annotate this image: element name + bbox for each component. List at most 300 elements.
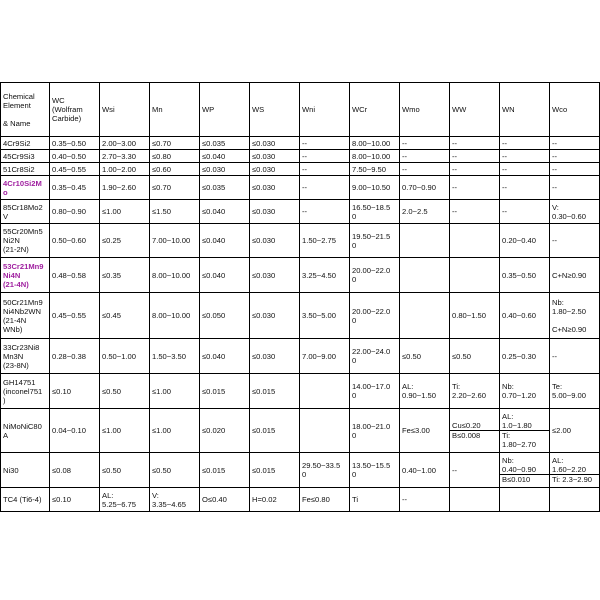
cell-line: ≤0.030	[202, 164, 226, 174]
cell-line: 0	[352, 430, 357, 440]
cell-element-name	[1, 488, 50, 512]
cell-wco	[550, 293, 600, 339]
cell-wni	[300, 488, 350, 512]
cell-line: ≤1.00	[102, 207, 121, 216]
cell-line: 0.28~0.38	[52, 351, 86, 361]
cell-line: 0.35~0.45	[52, 183, 86, 192]
cell-wsi	[100, 453, 150, 488]
cell-line: 13.50~15.5	[352, 461, 391, 470]
cell-line: 5.00~9.00	[552, 391, 586, 400]
cell-wn	[500, 150, 550, 163]
cell-element-name	[1, 339, 50, 374]
cell-wcr	[350, 150, 400, 163]
cell-line: 7.00~10.00	[152, 236, 191, 245]
cell-line: 0.40~0.90	[502, 465, 536, 474]
header-wp	[200, 83, 250, 137]
cell-wsi	[100, 293, 150, 339]
cell-element-name	[1, 224, 50, 258]
cell-wmo	[400, 409, 450, 453]
cell-line: --	[452, 465, 458, 475]
cell-wp	[200, 453, 250, 488]
cell-line: WW	[452, 105, 467, 114]
cell-wn	[500, 137, 550, 150]
cell-line: --	[302, 164, 308, 174]
cell-line: 0.45~0.55	[52, 311, 86, 320]
cell-wni	[300, 137, 350, 150]
cell-line: --	[552, 183, 558, 192]
cell-line	[402, 271, 448, 280]
cell-wn	[500, 488, 550, 512]
cell-ws	[250, 339, 300, 374]
cell-ww	[450, 163, 500, 176]
cell-element-name	[1, 374, 50, 409]
header-row	[1, 83, 600, 137]
cell-line: ≤0.10	[52, 386, 71, 396]
cell-line: ≤0.60	[152, 164, 171, 174]
cell-line: 9.00~10.50	[352, 183, 391, 192]
cell-line: AL:	[102, 490, 114, 500]
cell-line: ≤0.030	[252, 236, 276, 245]
cell-line: 3.35~4.65	[152, 499, 186, 509]
cell-line: Carbide)	[52, 114, 82, 123]
cell-ww	[450, 150, 500, 163]
cell-mn	[150, 258, 200, 293]
cell-wcr	[350, 137, 400, 150]
cell-line: 8.00~10.00	[352, 151, 391, 161]
cell-wmo	[400, 293, 450, 339]
cell-line	[302, 426, 348, 435]
cell-wsi	[100, 224, 150, 258]
cell-ws	[250, 150, 300, 163]
cell-line: Wni	[302, 105, 316, 114]
cell-wcr	[350, 258, 400, 293]
cell-line: 0.20~0.40	[502, 236, 536, 245]
header-wc	[50, 83, 100, 137]
header-wmo	[400, 83, 450, 137]
cell-wn	[500, 176, 550, 200]
table-row	[1, 258, 600, 293]
cell-line: 51Cr8Si2	[3, 164, 35, 174]
cell-line: Ni2N	[3, 236, 20, 245]
cell-ws	[250, 374, 300, 409]
table-row	[1, 453, 600, 488]
cell-line: 0.70~0.90	[402, 183, 436, 192]
cell-line: ≤0.50	[452, 351, 471, 361]
cell-line: AL:	[402, 382, 414, 391]
cell-wco	[550, 176, 600, 200]
cell-line: 0.04~0.10	[52, 426, 86, 435]
cell-ww	[450, 339, 500, 374]
cell-ww	[450, 374, 500, 409]
cell-line: Wsi	[102, 105, 115, 114]
cell-element-name	[1, 137, 50, 150]
cell-line: 4Cr9Si2	[3, 138, 31, 148]
cell-line: WNb)	[3, 324, 23, 334]
cell-line: 2.70~3.30	[102, 151, 136, 161]
cell-line: WP	[202, 105, 215, 114]
cell-element-name	[1, 150, 50, 163]
cell-line: GH14751	[3, 377, 36, 387]
cell-line: --	[402, 164, 408, 174]
cell-wp	[200, 293, 250, 339]
cell-wmo	[400, 339, 450, 374]
cell-line: Mn	[152, 105, 163, 114]
cell-line	[402, 311, 448, 320]
cell-ws	[250, 453, 300, 488]
cell-wmo	[400, 224, 450, 258]
cell-element-name	[1, 163, 50, 176]
cell-line: 20.00~22.0	[352, 266, 391, 275]
cell-wn	[500, 293, 550, 339]
cell-line: 0	[352, 315, 357, 325]
cell-line: ≤0.040	[202, 151, 226, 161]
cell-line: 0.48~0.58	[52, 270, 86, 280]
cell-line: ≤0.015	[252, 386, 276, 396]
cell-line: 50Cr21Mn9	[3, 297, 43, 307]
cell-element-name	[1, 453, 50, 488]
table-row	[1, 200, 600, 224]
table-row	[1, 224, 600, 258]
cell-wco	[550, 374, 600, 409]
cell-ww	[450, 409, 500, 453]
cell-line: ≤0.015	[202, 465, 226, 475]
cell-wcr	[350, 224, 400, 258]
cell-wmo	[400, 488, 450, 512]
cell-line: ≤0.50	[152, 465, 171, 475]
cell-line: ≤0.040	[202, 351, 226, 361]
cell-line: --	[452, 183, 458, 192]
cell-wni	[300, 374, 350, 409]
header-wsi	[100, 83, 150, 137]
cell-line: WS	[252, 105, 265, 114]
cell-mn	[150, 163, 200, 176]
cell-line: (21-4N)	[3, 279, 29, 289]
cell-line: ≤1.00	[152, 426, 171, 435]
cell-line: WCr	[352, 105, 368, 114]
cell-line: AL:	[552, 456, 564, 465]
cell-wco	[550, 453, 600, 488]
cell-line: ≤0.040	[202, 270, 226, 280]
cell-line	[552, 316, 598, 325]
cell-line: ≤0.050	[202, 311, 226, 320]
cell-wmo	[400, 137, 450, 150]
cell-wc	[50, 374, 100, 409]
cell-line: 0.50~0.60	[52, 236, 86, 245]
cell-line: Nb:	[502, 456, 514, 465]
cell-ww	[450, 137, 500, 150]
cell-mn	[150, 137, 200, 150]
header-ww	[450, 83, 500, 137]
cell-line: 2.00~3.00	[102, 138, 136, 148]
cell-wmo	[400, 453, 450, 488]
cell-ww	[450, 453, 500, 488]
cell-line: --	[552, 151, 558, 161]
cell-wni	[300, 453, 350, 488]
cell-wn	[500, 258, 550, 293]
cell-wcr	[350, 409, 400, 453]
cell-wco	[550, 258, 600, 293]
cell-line: --	[502, 151, 508, 161]
cell-wc	[50, 163, 100, 176]
cell-line: 0.35~0.50	[52, 138, 86, 148]
cell-wco	[550, 163, 600, 176]
cell-line: Ni30	[3, 465, 19, 475]
header-mn	[150, 83, 200, 137]
cell-ww	[450, 200, 500, 224]
cell-element-name	[1, 293, 50, 339]
cell-mn	[150, 453, 200, 488]
cell-wni	[300, 293, 350, 339]
header-wco	[550, 83, 600, 137]
cell-line: --	[452, 164, 458, 174]
cell-line: B≤0.008	[450, 430, 499, 440]
cell-line: )	[3, 395, 6, 405]
cell-wsi	[100, 339, 150, 374]
table-row	[1, 150, 600, 163]
table-row	[1, 374, 600, 409]
cell-ws	[250, 258, 300, 293]
cell-line: ≤0.35	[102, 270, 121, 280]
cell-element-name	[1, 409, 50, 453]
cell-line: ≤0.25	[102, 236, 121, 245]
cell-line: 3.25~4.50	[302, 270, 336, 280]
cell-wco	[550, 488, 600, 512]
cell-wcr	[350, 339, 400, 374]
cell-line: ≤2.00	[552, 426, 571, 435]
cell-line: V:	[552, 202, 559, 212]
cell-line: --	[452, 207, 458, 216]
cell-wc	[50, 137, 100, 150]
table-row	[1, 409, 600, 453]
cell-line: --	[402, 495, 408, 504]
table-row	[1, 339, 600, 374]
cell-wn	[500, 453, 550, 488]
cell-wp	[200, 339, 250, 374]
cell-line: ≤0.015	[202, 386, 226, 396]
cell-line: 2.0~2.5	[402, 207, 428, 216]
cell-line: 1.90~2.60	[102, 183, 136, 192]
cell-line: ≤0.030	[252, 207, 276, 216]
cell-line: 1.0~1.80	[502, 421, 532, 430]
cell-line: 8.00~10.00	[352, 138, 391, 148]
cell-wc	[50, 200, 100, 224]
cell-wc	[50, 150, 100, 163]
cell-line: A	[3, 430, 9, 440]
cell-wn	[500, 200, 550, 224]
cell-line: 0	[352, 470, 357, 479]
cell-wsi	[100, 409, 150, 453]
cell-wni	[300, 339, 350, 374]
cell-line: ≤0.040	[202, 236, 226, 245]
cell-wp	[200, 163, 250, 176]
cell-line	[3, 110, 48, 119]
cell-wn	[500, 224, 550, 258]
cell-line: ≤0.035	[202, 138, 226, 148]
cell-wmo	[400, 176, 450, 200]
cell-line: ≤0.10	[52, 495, 71, 504]
cell-line: C+N≥0.90	[552, 270, 587, 280]
cell-wmo	[400, 163, 450, 176]
cell-wni	[300, 409, 350, 453]
cell-line: Ti:	[500, 430, 549, 440]
cell-line: (Wolfram	[52, 105, 83, 114]
cell-line: WN	[502, 105, 515, 114]
cell-wc	[50, 453, 100, 488]
cell-line: 0.45~0.55	[52, 164, 86, 174]
cell-ws	[250, 176, 300, 200]
cell-wsi	[100, 176, 150, 200]
cell-line: --	[502, 138, 508, 148]
cell-wni	[300, 163, 350, 176]
cell-line: 55Cr20Mn5	[3, 227, 43, 236]
cell-line: O≤0.40	[202, 495, 227, 504]
cell-line: --	[452, 138, 458, 148]
cell-line: Nb:	[502, 382, 514, 391]
cell-line: (21-4N	[3, 315, 27, 325]
cell-line: 19.50~21.5	[352, 231, 391, 241]
cell-line: Fe≤0.80	[302, 495, 330, 504]
cell-line: --	[502, 164, 508, 174]
cell-line: 0.80~0.90	[52, 207, 86, 216]
cell-line	[452, 236, 498, 245]
cell-wmo	[400, 200, 450, 224]
cell-line: ≤1.00	[152, 386, 171, 396]
cell-line: ≤0.030	[252, 311, 276, 320]
cell-line: 5.25~6.75	[102, 499, 136, 509]
cell-wmo	[400, 150, 450, 163]
cell-line: --	[552, 351, 558, 361]
cell-wco	[550, 224, 600, 258]
cell-line: ≤0.030	[252, 270, 276, 280]
cell-line: H=0.02	[252, 495, 277, 504]
cell-line: 0.90~1.50	[402, 391, 436, 400]
cell-line: 53Cr21Mn9	[3, 261, 44, 271]
cell-wp	[200, 176, 250, 200]
cell-line: 1.50~2.75	[302, 236, 336, 245]
cell-line: 0.40~0.60	[502, 311, 536, 320]
cell-line: Wco	[552, 105, 568, 114]
cell-line: Nb:	[552, 297, 564, 307]
cell-line: ≤0.040	[202, 207, 226, 216]
cell-line: ≤0.030	[252, 138, 276, 148]
cell-line: 0	[352, 391, 357, 400]
cell-wsi	[100, 150, 150, 163]
cell-wn	[500, 339, 550, 374]
table-row	[1, 488, 600, 512]
cell-line: ≤0.50	[402, 351, 421, 361]
cell-line: 8.00~10.00	[152, 311, 191, 320]
cell-line: 16.50~18.5	[352, 202, 391, 212]
cell-mn	[150, 224, 200, 258]
cell-line: ≤0.035	[202, 183, 226, 192]
cell-ww	[450, 293, 500, 339]
cell-wni	[300, 258, 350, 293]
cell-line: ≤0.015	[252, 426, 276, 435]
cell-line: --	[502, 207, 508, 216]
cell-line: Ni4Nb2WN	[3, 306, 41, 316]
cell-line: --	[302, 183, 308, 192]
cell-line: --	[302, 138, 308, 148]
cell-line: 1.80~2.50	[552, 306, 586, 316]
cell-wcr	[350, 176, 400, 200]
cell-wc	[50, 258, 100, 293]
cell-line: ≤0.70	[152, 138, 171, 148]
cell-wc	[50, 339, 100, 374]
header-ws	[250, 83, 300, 137]
cell-wmo	[400, 258, 450, 293]
cell-line: --	[302, 207, 308, 216]
header-element-name	[1, 83, 50, 137]
cell-mn	[150, 409, 200, 453]
cell-line: ≤1.00	[102, 426, 121, 435]
cell-line: --	[452, 151, 458, 161]
cell-line: ≤0.70	[152, 183, 171, 192]
cell-line: 29.50~33.5	[302, 461, 341, 470]
cell-line: 0	[352, 211, 357, 221]
cell-line: 0.50~1.00	[102, 351, 136, 361]
table-row	[1, 163, 600, 176]
table-row	[1, 176, 600, 200]
cell-line: 1.50~3.50	[152, 351, 186, 361]
cell-line: ≤0.50	[102, 386, 121, 396]
cell-line: B≤0.010	[500, 474, 549, 484]
cell-wco	[550, 150, 600, 163]
cell-ww	[450, 224, 500, 258]
cell-line: 22.00~24.0	[352, 347, 391, 356]
cell-line: 0	[352, 356, 357, 365]
cell-mn	[150, 488, 200, 512]
cell-line: ≤0.08	[52, 465, 71, 475]
cell-line: --	[552, 138, 558, 148]
cell-line: 0.30~0.60	[552, 211, 586, 221]
cell-mn	[150, 200, 200, 224]
cell-mn	[150, 176, 200, 200]
cell-line: (23-8N)	[3, 360, 29, 370]
cell-line: Ti:	[452, 382, 461, 391]
cell-wp	[200, 224, 250, 258]
cell-line	[552, 495, 598, 504]
cell-line: V	[3, 211, 9, 221]
cell-line: (inconel751	[3, 386, 43, 396]
cell-wco	[550, 200, 600, 224]
cell-element-name	[1, 200, 50, 224]
cell-wsi	[100, 200, 150, 224]
cell-line	[302, 387, 348, 396]
cell-line: ≤0.020	[202, 426, 226, 435]
cell-line: 0.70~1.20	[502, 391, 536, 400]
cell-ww	[450, 488, 500, 512]
cell-line: Element	[3, 100, 31, 110]
cell-line: 7.00~9.00	[302, 351, 336, 361]
cell-wni	[300, 150, 350, 163]
cell-line: 4Cr10Si2M	[3, 178, 42, 188]
cell-wsi	[100, 374, 150, 409]
cell-mn	[150, 293, 200, 339]
table-row	[1, 293, 600, 339]
cell-line: Cu≤0.20	[452, 421, 481, 430]
cell-line: --	[552, 236, 558, 245]
cell-line: --	[302, 151, 308, 161]
table-row	[1, 137, 600, 150]
cell-line: 0.35~0.50	[502, 270, 536, 280]
cell-wp	[200, 137, 250, 150]
cell-line: Chemical	[3, 91, 35, 101]
cell-line: 0	[352, 240, 357, 250]
cell-wsi	[100, 163, 150, 176]
cell-line: ≤0.015	[252, 465, 276, 475]
cell-line: 85Cr18Mo2	[3, 202, 43, 212]
cell-line: 0	[302, 470, 307, 479]
